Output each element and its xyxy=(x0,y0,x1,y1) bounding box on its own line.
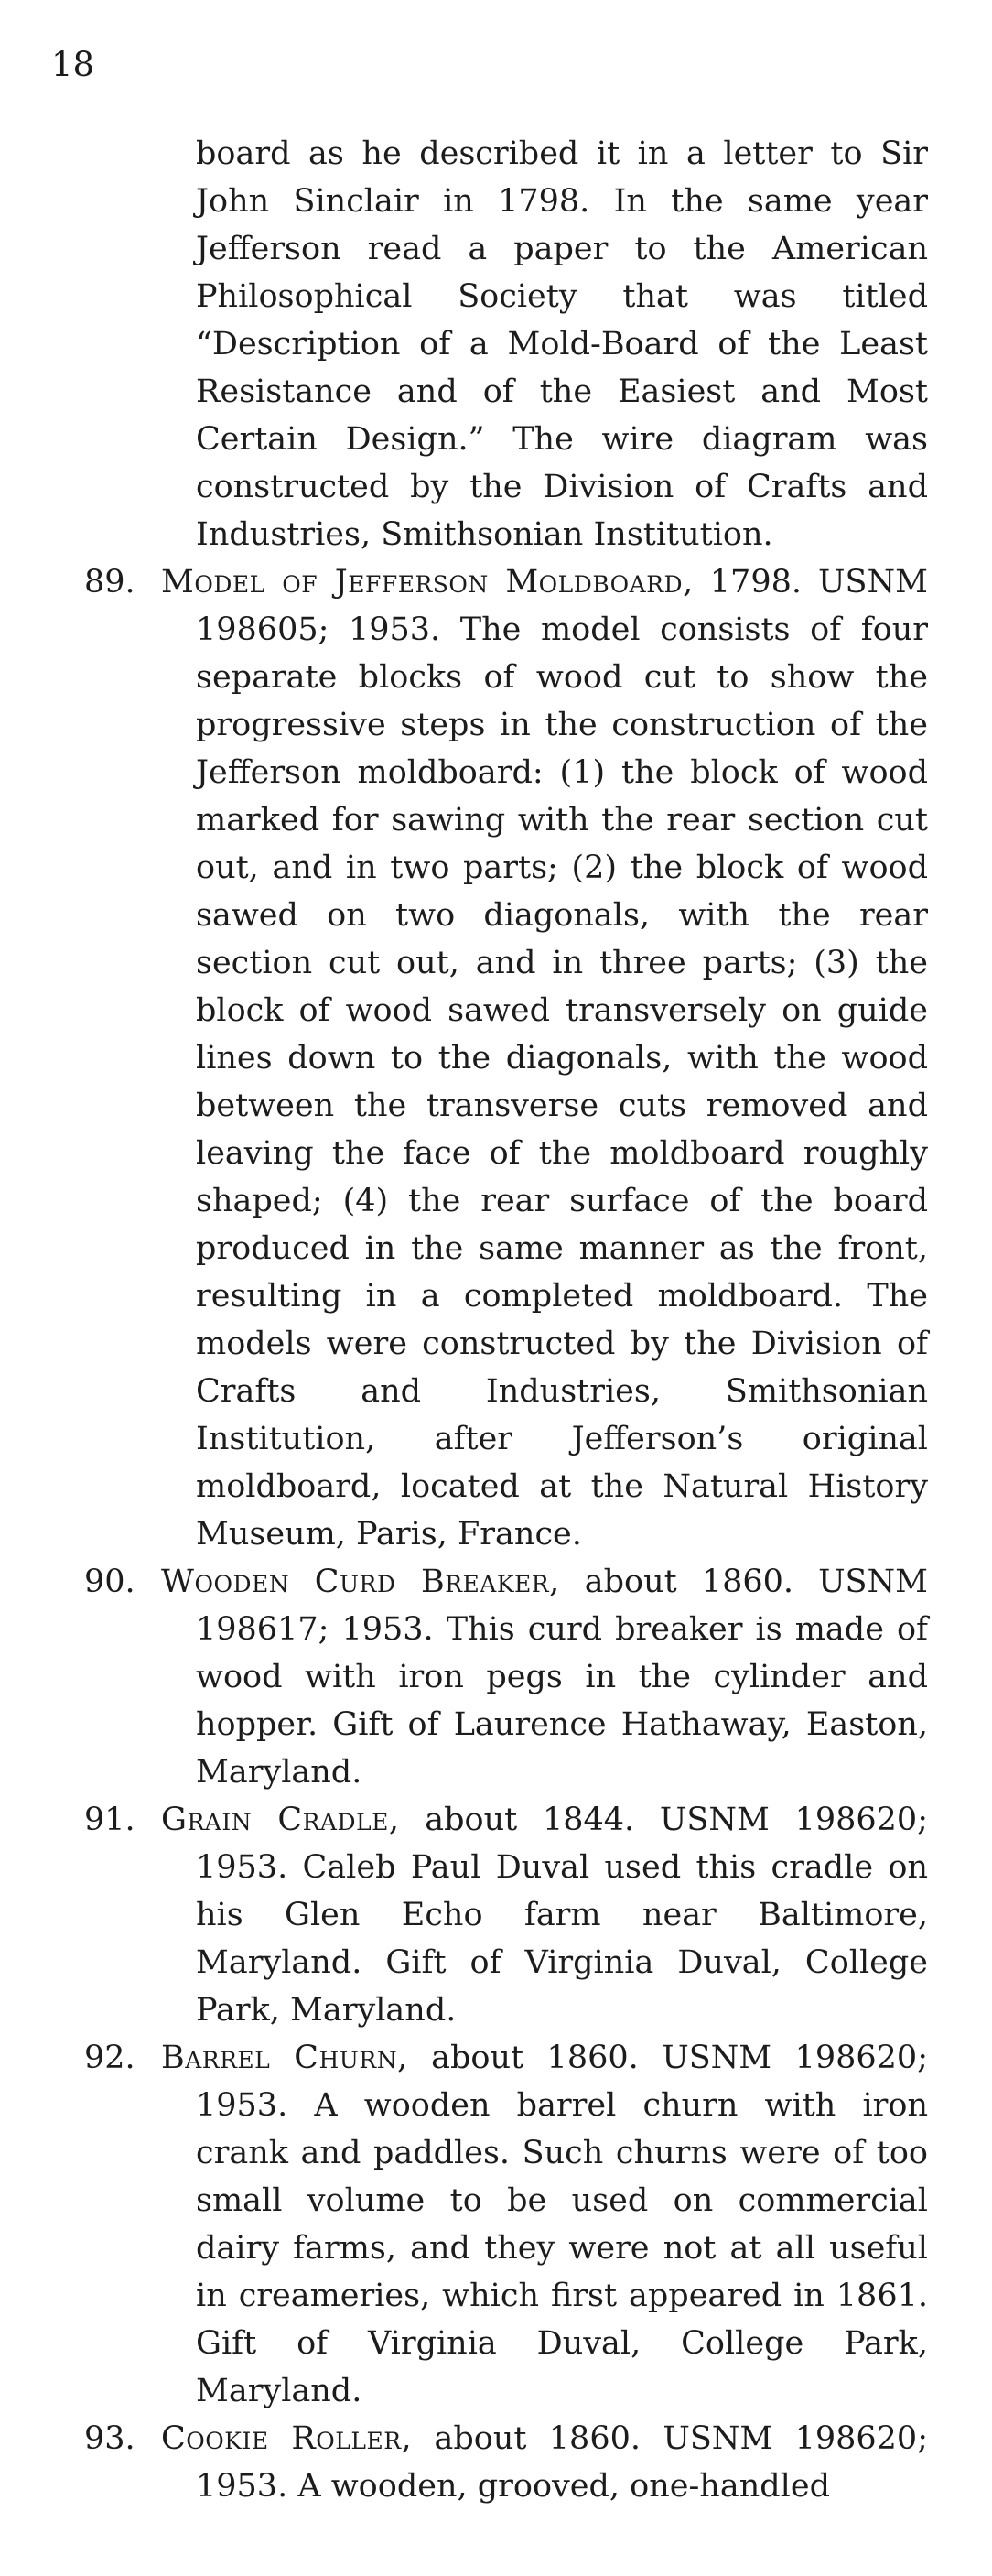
entry-body xyxy=(161,2415,928,2510)
entry-heading: Cookie Roller, xyxy=(161,2420,413,2457)
entry-text: about 1860. USNM 198620; 1953. A wooden, grooved, one-handled xyxy=(196,2420,928,2505)
entry-number: 89. xyxy=(84,564,135,601)
entry-89 xyxy=(0,558,992,1558)
page-text xyxy=(0,130,992,2510)
entry-heading: Grain Cradle, xyxy=(161,1802,400,1838)
entry-heading: Barrel Churn, xyxy=(161,2040,408,2076)
entry-text: about 1860. USNM 198620; 1953. A wooden barrel churn with iron crank and paddles. Such churns were of too small volume to be used on commercial dairy farms, and they were not at all useful in creameries, which first appeared in 1861. Gift of Virginia Duval, College Park, Maryland. xyxy=(196,2040,928,2409)
entry-93 xyxy=(0,2415,992,2510)
entry-heading: Wooden Curd Breaker, xyxy=(161,1564,560,1600)
entry-91 xyxy=(0,1796,992,2034)
entry-body xyxy=(161,2034,928,2415)
entry-body xyxy=(161,1796,928,2034)
entry-text: about 1860. USNM 198617; 1953. This curd breaker is made of wood with iron pegs in the cylinder and hopper. Gift of Laurence Hathaway, Easton, Maryland. xyxy=(196,1564,929,1791)
entry-number: 91. xyxy=(84,1802,135,1838)
entry-text: about 1844. USNM 198620; 1953. Caleb Paul Duval used this cradle on his Glen Echo farm near Baltimore, Maryland. Gift of Virginia Duval, College Park, Maryland. xyxy=(196,1802,928,2029)
entry-number: 92. xyxy=(84,2040,135,2076)
continuation-paragraph: board as he described it in a letter to Sir John Sinclair in 1798. In the same year Jefferson read a paper to the American Philosophical Society that was titled “Description of a Mold-Board of the Least Resistance and of the Easiest and Most Certain Design.” The wire diagram was constructed by the Division of Crafts and Industries, Smithsonian Institution. xyxy=(196,135,928,553)
entry-text: 1798. USNM 198605; 1953. The model consists of four separate blocks of wood cut to show the progressive steps in the construction of the Jefferson moldboard: (1) the block of wood marked for sawing with the rear section cut out, and in two parts; (2) the block of wood sawed on two diagonals, with the rear section cut out, and in three parts; (3) the block of wood sawed transversely on guide lines down to the diagonals, with the wood between the transverse cuts removed and leaving the face of the moldboard roughly shaped; (4) the rear surface of the board produced in the same manner as the front, resulting in a completed moldboard. The models were constructed by the Division of Crafts and Industries, Smithsonian Institution, after Jefferson’s original moldboard, located at the Natural History Museum, Paris, France. xyxy=(196,564,928,1553)
entry-body xyxy=(161,558,928,1558)
entry-number: 90. xyxy=(84,1564,135,1600)
entry-number: 93. xyxy=(84,2420,135,2457)
entry-92 xyxy=(0,2034,992,2415)
entry-body xyxy=(161,1558,929,1796)
entry-90 xyxy=(0,1558,992,1796)
entry-heading: Model of Jefferson Moldboard, xyxy=(161,564,694,601)
page-number: 18 xyxy=(51,45,95,84)
